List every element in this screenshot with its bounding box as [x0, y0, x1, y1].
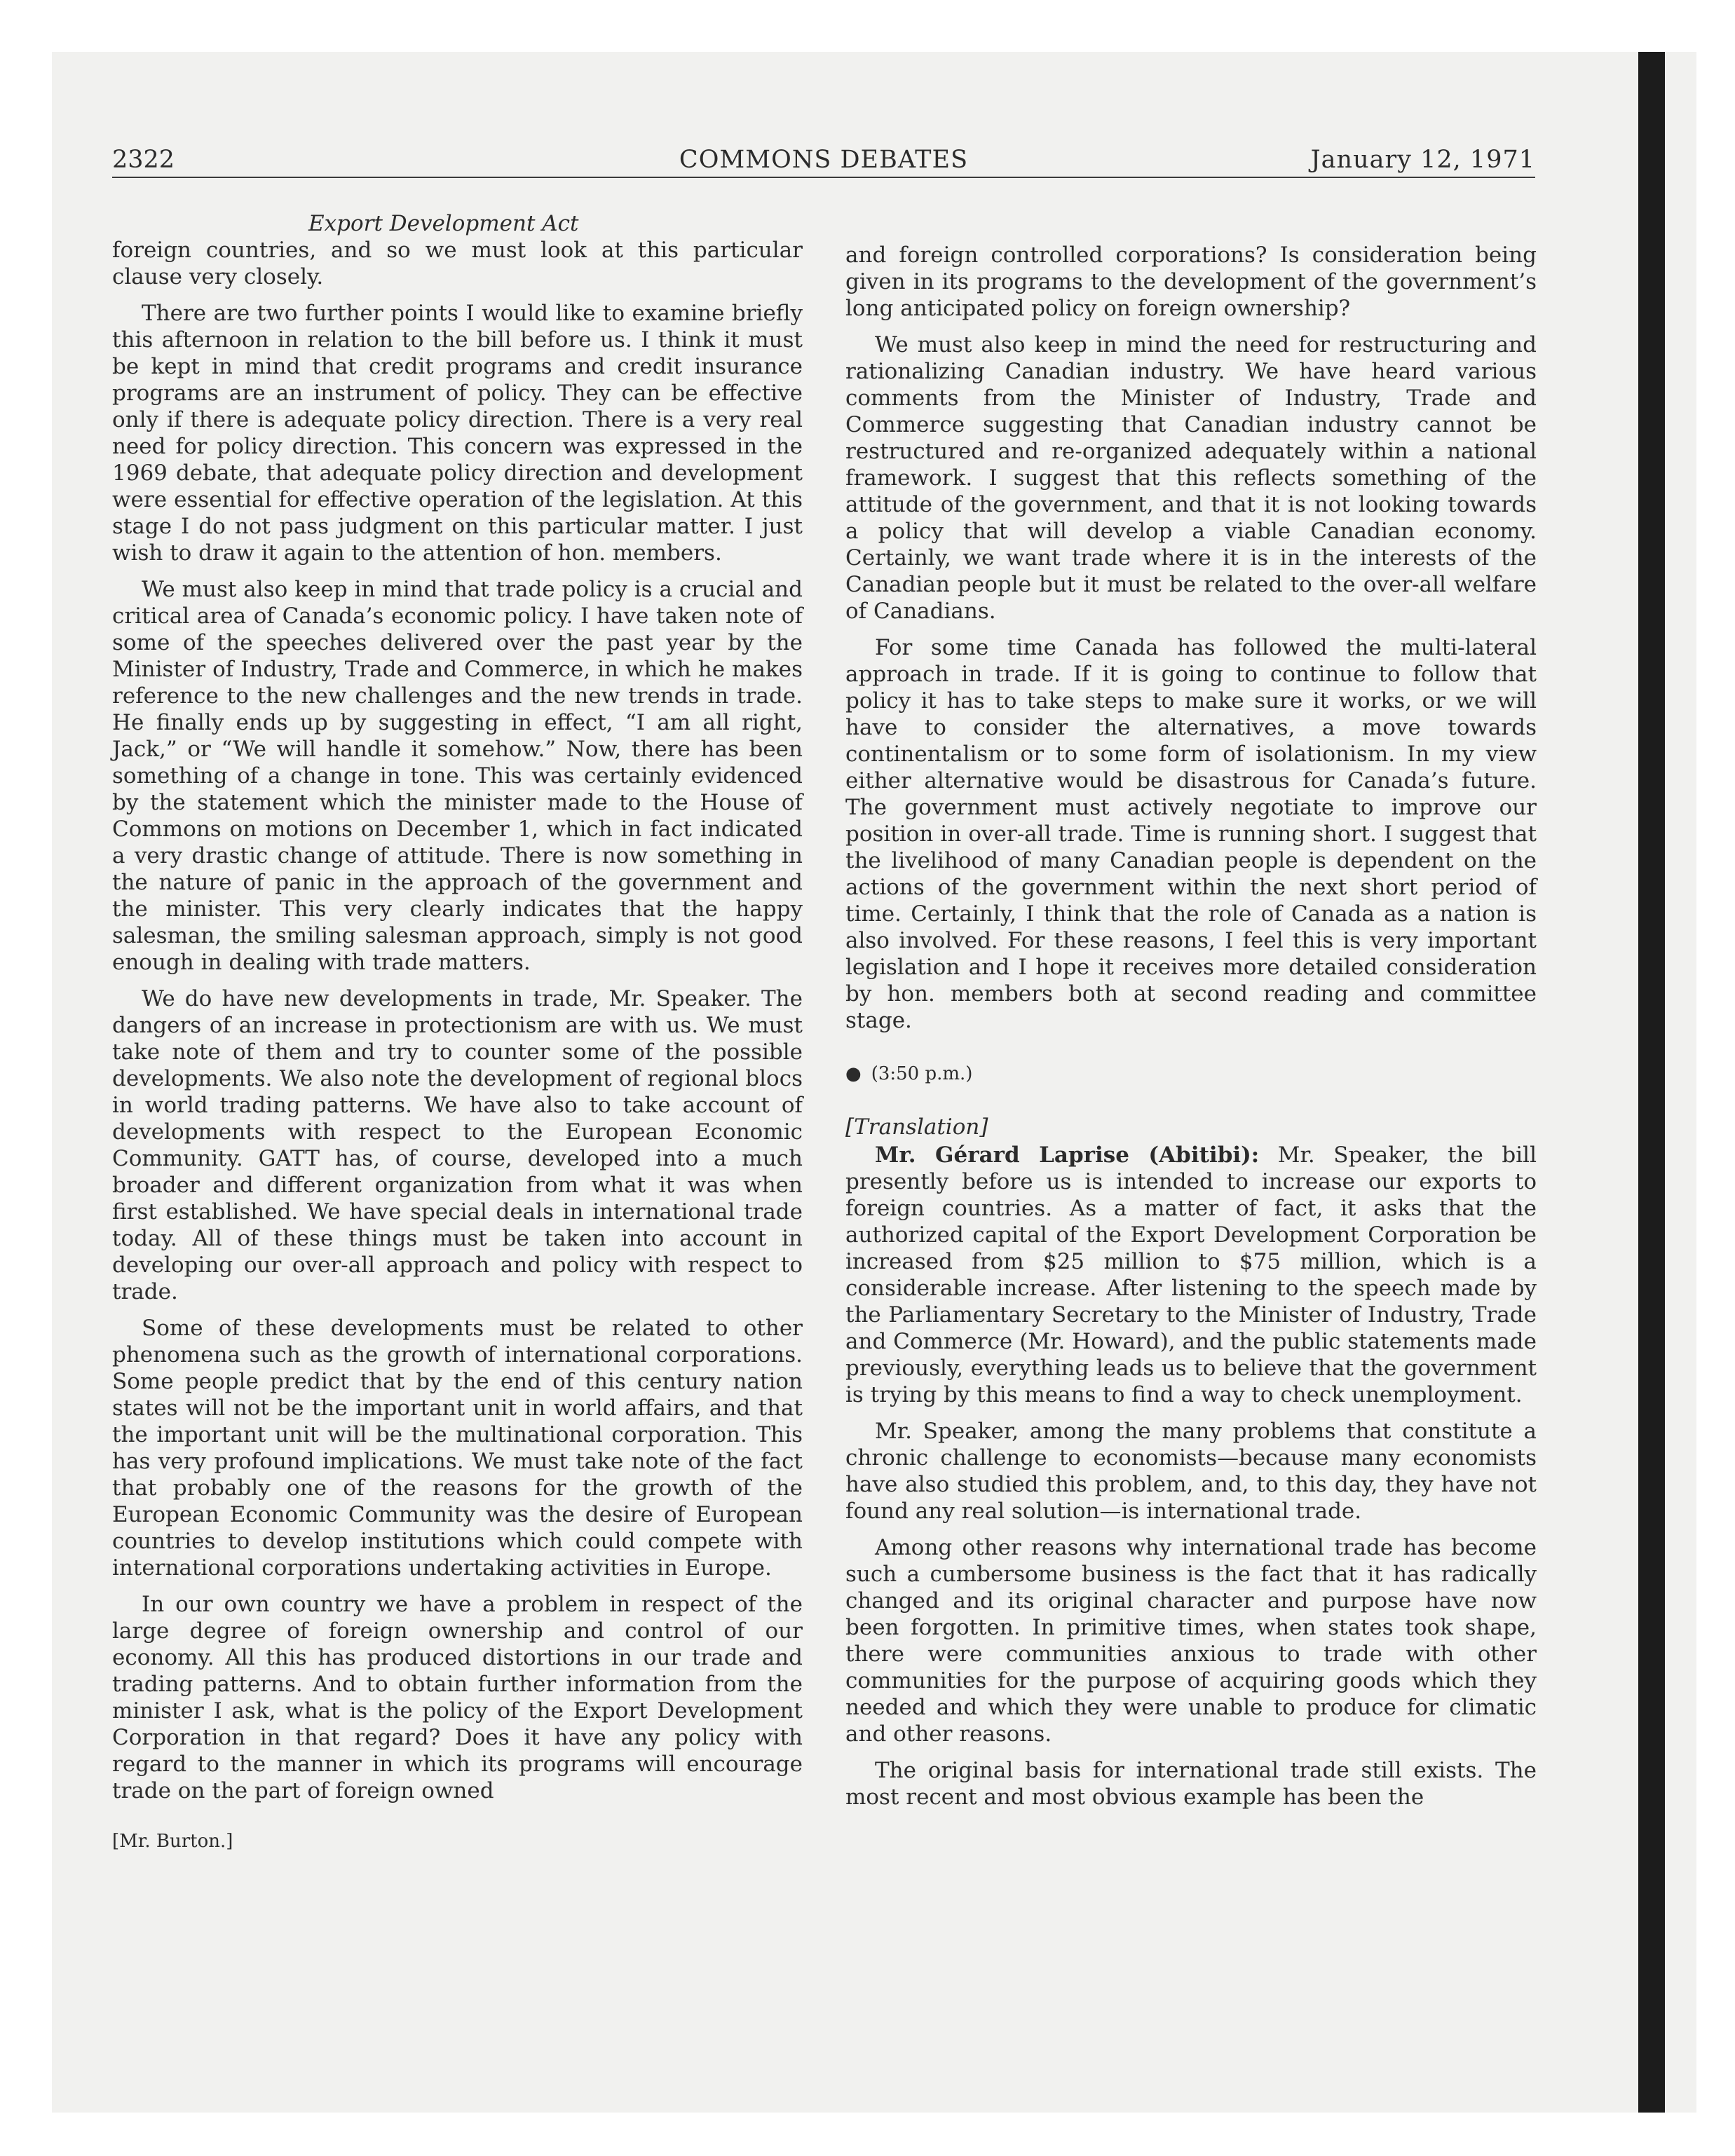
paragraph: We must also keep in mind that trade policy is a crucial and critical area of Canada’s economic policy. I have taken note of some of the speeches delivered over the past year by the Minister of Industry, Trade and Commerce, in which he makes reference to the new challenges and the new trends in trade. He finally ends up by suggesting in effect, “I am all right, Jack,” or “We will handle it somehow.” Now, there has been something of a change in tone. This was certainly evidenced by the statement which the minister made to the House of Commons on motions on December 1, which in fact indicated a very drastic change of attitude. There is now something in the nature of panic in the approach of the government and the minister. This very clearly indicates that the happy salesman, the smiling salesman approach, simply is not good enough in dealing with trade matters.	[112, 577, 803, 975]
paragraph: foreign countries, and so we must look at this particular clause very closely.	[112, 238, 803, 289]
paragraph: The original basis for international trade still exists. The most recent and most obvious example has been the	[845, 1758, 1537, 1810]
paragraph: We do have new developments in trade, Mr. Speaker. The dangers of an increase in protectionism are with us. We must take note of them and try to counter some of the possible developments. We also note the development of regional blocs in world trading patterns. We have also to take account of developments with respect to the European Economic Community. GATT has, of course, developed into a much broader and different organization from what it was when first established. We have special deals in international trade today. All of these things must be taken into account in developing our over-all approach and policy with respect to trade.	[112, 986, 803, 1304]
paragraph: In our own country we have a problem in respect of the large degree of foreign ownership and control of our economy. All this has produced distortions in our trade and trading patterns. And to obtain further information from the minister I ask, what is the policy of the Export Development Corporation in that regard? Does it have any policy with regard to the manner in which its programs will encourage trade on the part of foreign owned	[112, 1592, 803, 1803]
section-heading: Export Development Act	[308, 211, 579, 236]
speaker-paragraph	[845, 1142, 1537, 1408]
right-column	[845, 242, 1537, 1820]
publication-date: January 12, 1971	[1310, 146, 1535, 174]
bullet-icon: ●	[845, 1063, 862, 1084]
paragraph: Mr. Speaker, among the many problems that constitute a chronic challenge to economists—because many economists have also studied this problem, and, to this day, they have not found any real solution—is international trade.	[845, 1419, 1537, 1524]
page-number: 2322	[112, 146, 175, 174]
speaker-attribution: [Mr. Burton.]	[112, 1831, 233, 1852]
time-marker-text: (3:50 p.m.)	[871, 1063, 973, 1084]
paragraph: For some time Canada has followed the multi-lateral approach in trade. If it is going to continue to follow that policy it has to take steps to make sure it works, or we will have to consider the alternatives, a move towards continentalism or to some form of isolationism. In my view either alternative would be disastrous for Canada’s future. The government must actively negotiate to improve our position in over-all trade. Time is running short. I suggest that the livelihood of many Canadian people is dependent on the actions of the government within the next short period of time. Certainly, I think that the role of Canada as a nation is also involved. For these reasons, I feel this is very important legislation and I hope it receives more detailed consideration by hon. members both at second reading and committee stage.	[845, 635, 1537, 1033]
speaker-name: Mr. Gérard Laprise (Abitibi):	[875, 1142, 1260, 1168]
speaker-text: Mr. Speaker, the bill presently before us is intended to increase our exports to foreign countries. As a matter of fact, it asks that the authorized capital of the Export Development Corporation be increased from $25 million to $75 million, which is a considerable increase. After listening to the speech made by the Parliamentary Secretary to the Minister of Industry, Trade and Commerce (Mr. Howard), and the public statements made previously, everything leads us to believe that the government is trying by this means to find a way to check unemployment.	[845, 1142, 1537, 1407]
paragraph: Some of these developments must be related to other phenomena such as the growth of international corporations. Some people predict that by the end of this century nation states will not be the important unit in world affairs, and that the important unit will be the multinational corporation. This has very profound implications. We must take note of the fact that probably one of the reasons for the growth of the European Economic Community was the desire of European countries to develop institutions which could compete with international corporations undertaking activities in Europe.	[112, 1316, 803, 1581]
left-column	[112, 210, 803, 1855]
translation-tag: [Translation]	[845, 1114, 988, 1140]
time-marker	[845, 1060, 1537, 1087]
paragraph: and foreign controlled corporations? Is consideration being given in its programs to the development of the government’s long anticipated policy on foreign ownership?	[845, 243, 1537, 321]
paragraph: We must also keep in mind the need for restructuring and rationalizing Canadian industry. We have heard various comments from the Minister of Industry, Trade and Commerce suggesting that Canadian industry cannot be restructured and re-organized adequately within a national framework. I suggest that this reflects something of the attitude of the government, and that it is not looking towards a policy that will develop a viable Canadian economy. Certainly, we want trade where it is in the interests of the Canadian people but it must be related to the over-all welfare of Canadians.	[845, 332, 1537, 624]
paragraph: Among other reasons why international trade has become such a cumbersome business is the fact that it has radically changed and its original character and purpose have now been forgotten. In primitive times, when states took shape, there were communities anxious to trade with other communities for the purpose of acquiring goods which they needed and which they were unable to produce for climatic and other reasons.	[845, 1535, 1537, 1747]
page-header	[112, 146, 1535, 178]
paragraph: There are two further points I would like to examine briefly this afternoon in relation to the bill before us. I think it must be kept in mind that credit programs and credit insurance programs are an instrument of policy. They can be effective only if there is adequate policy direction. There is a very real need for policy direction. This concern was expressed in the 1969 debate, that adequate policy direction and development were essential for effective operation of the legislation. At this stage I do not pass judgment on this particular matter. I just wish to draw it again to the attention of hon. members.	[112, 301, 803, 566]
journal-title: COMMONS DEBATES	[679, 146, 969, 174]
scan-edge-shadow	[1638, 52, 1665, 2113]
